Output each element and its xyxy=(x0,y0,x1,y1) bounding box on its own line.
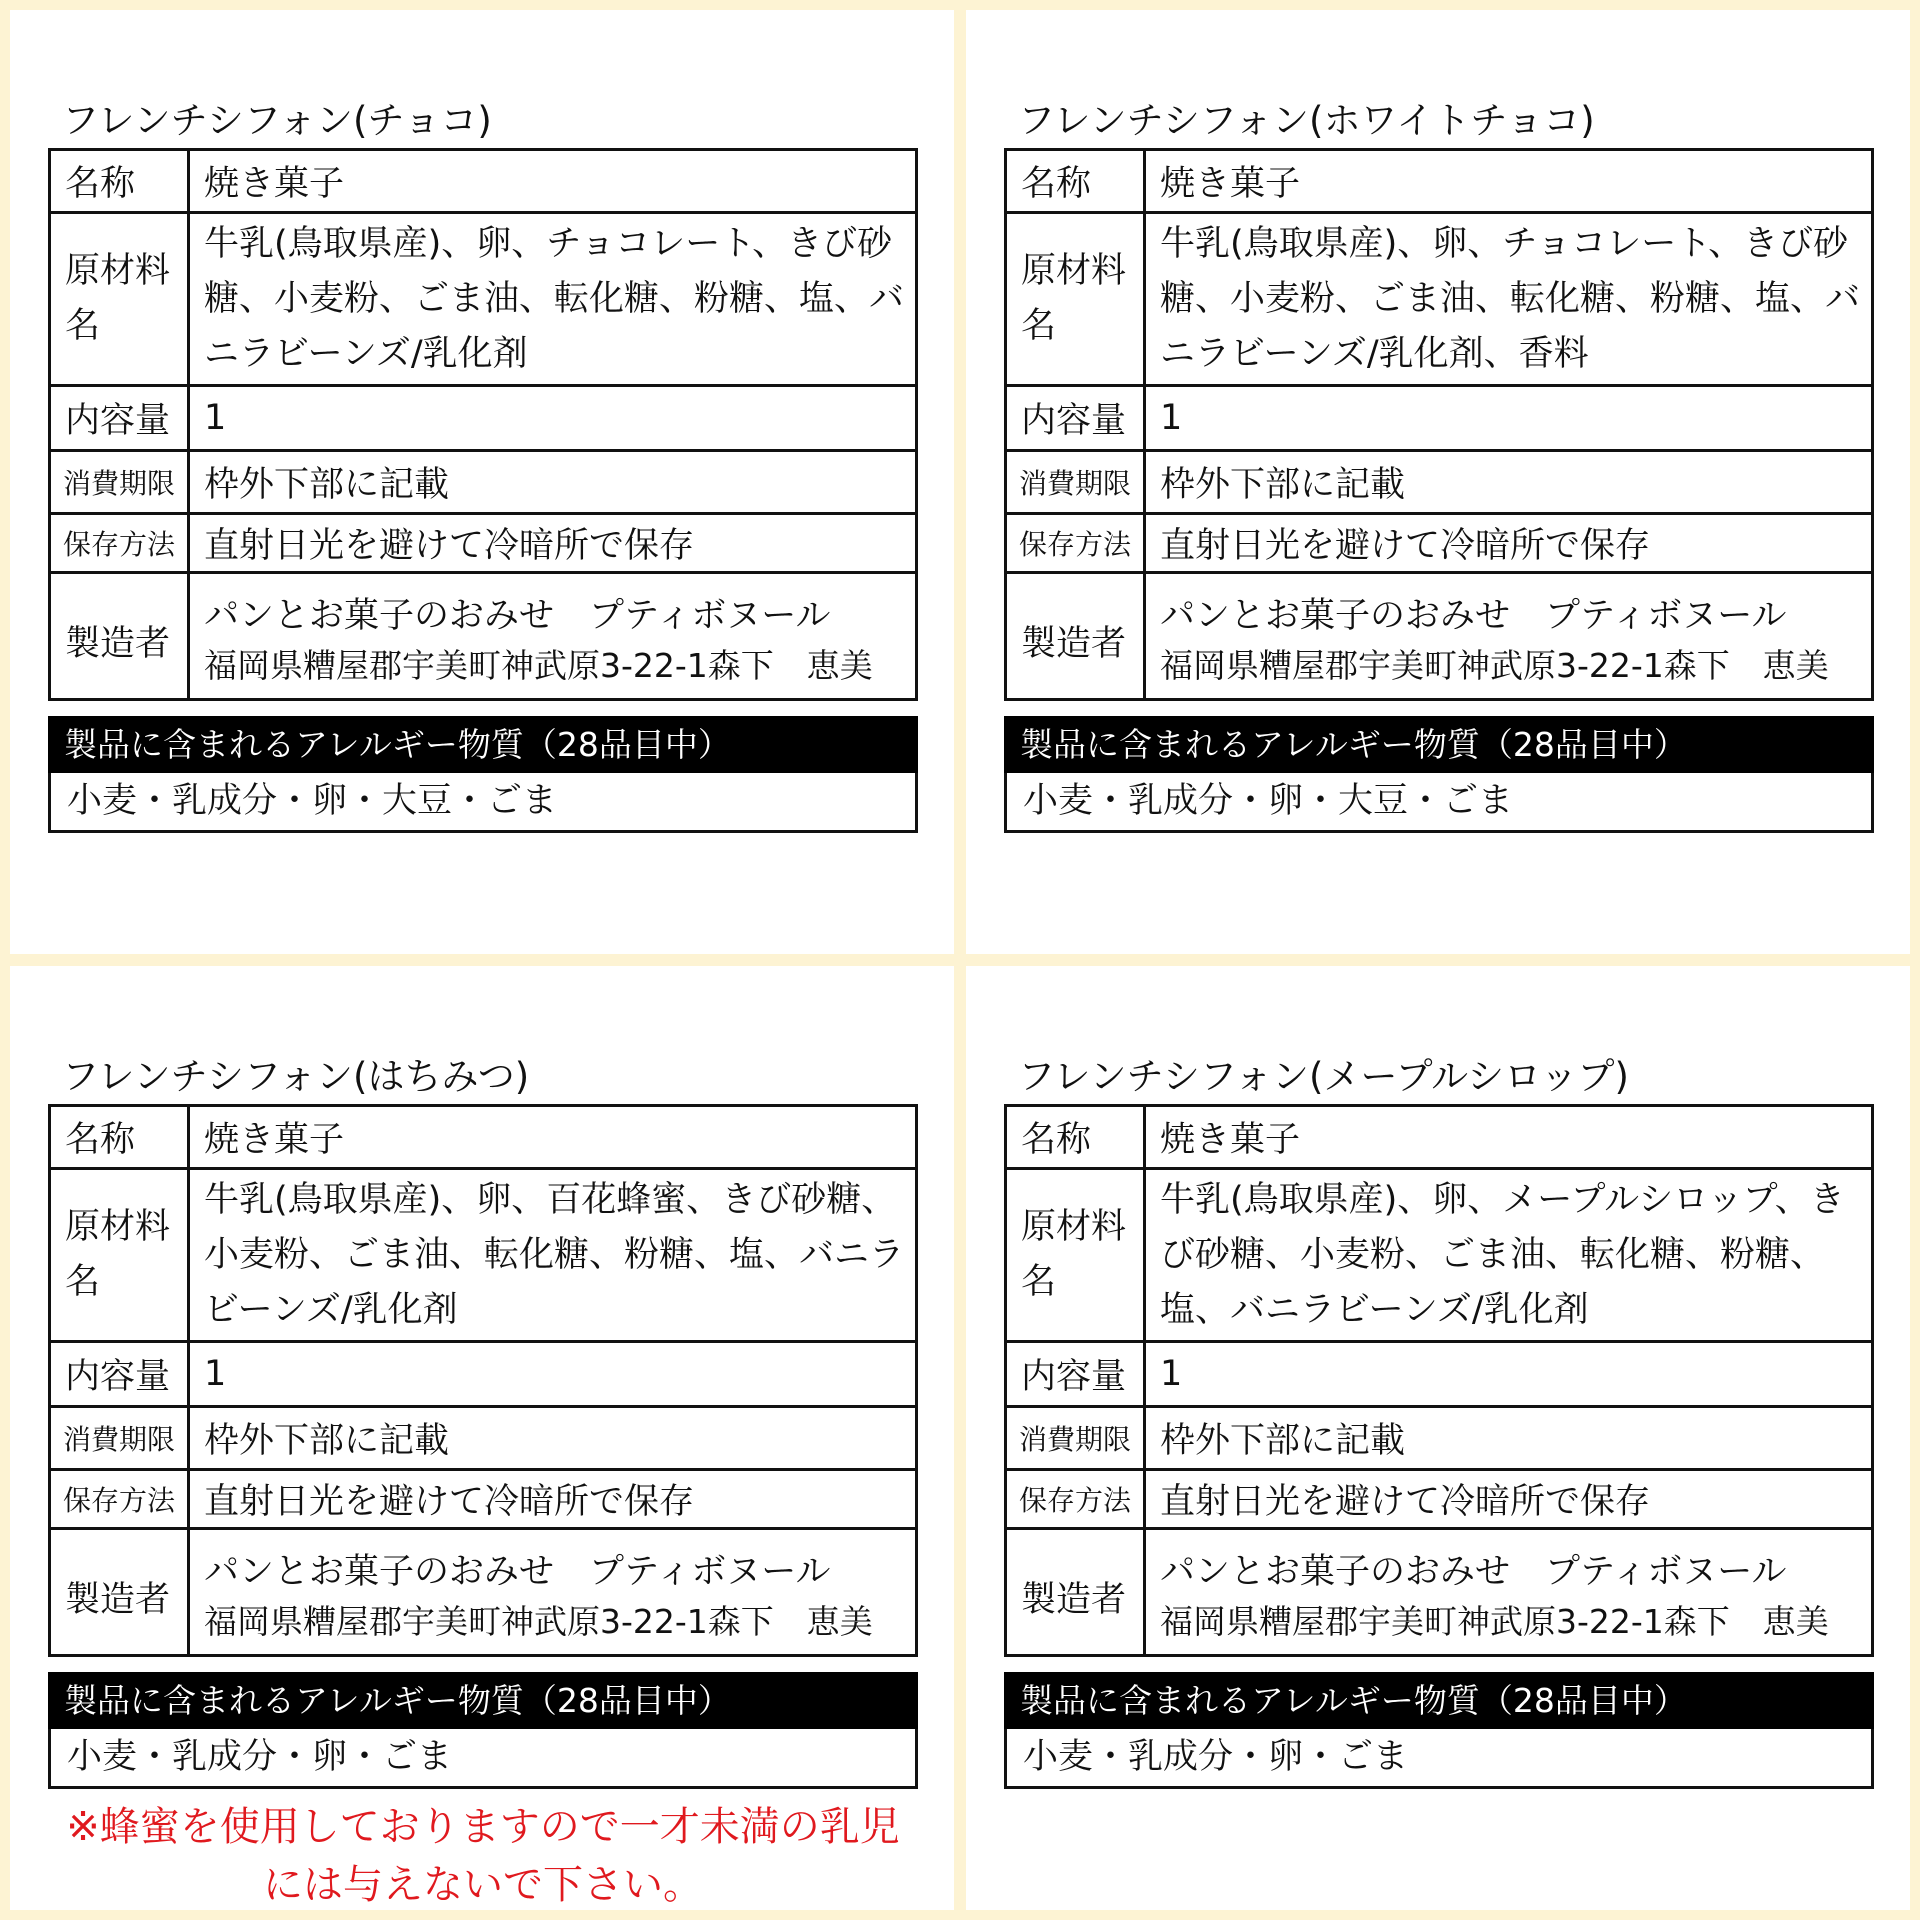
exp-value: 枠外下部に記載 xyxy=(189,1407,917,1470)
honey-warning-note: ※蜂蜜を使用しておりますので一才未満の乳児には与えないで下さい。 xyxy=(66,1804,900,1908)
store-value: 直射日光を避けて冷暗所で保存 xyxy=(1145,1470,1873,1529)
raw-key: 原材料名 xyxy=(1006,1169,1145,1342)
name-value: 焼き菓子 xyxy=(1145,150,1873,213)
maker-value xyxy=(1145,1529,1873,1656)
name-key: 名称 xyxy=(1006,150,1145,213)
label-panel-honey xyxy=(10,966,954,1910)
qty-key: 内容量 xyxy=(1006,1342,1145,1407)
allergy-header: 製品に含まれるアレルギー物質（28品目中） xyxy=(48,1672,918,1729)
exp-value: 枠外下部に記載 xyxy=(189,451,917,514)
name-value: 焼き菓子 xyxy=(189,150,917,213)
maker-address: 福岡県糟屋郡宇美町神武原3-22-1森下 恵美 xyxy=(204,646,873,685)
exp-value: 枠外下部に記載 xyxy=(1145,1407,1873,1470)
store-key: 保存方法 xyxy=(1006,514,1145,573)
qty-value: 1 xyxy=(189,1342,917,1407)
raw-key: 原材料名 xyxy=(1006,213,1145,386)
name-value: 焼き菓子 xyxy=(189,1106,917,1169)
name-value: 焼き菓子 xyxy=(1145,1106,1873,1169)
store-value: 直射日光を避けて冷暗所で保存 xyxy=(189,1470,917,1529)
store-value: 直射日光を避けて冷暗所で保存 xyxy=(1145,514,1873,573)
maker-address: 福岡県糟屋郡宇美町神武原3-22-1森下 恵美 xyxy=(1160,646,1829,685)
raw-value: 牛乳(鳥取県産)、卵、チョコレート、きび砂糖、小麦粉、ごま油、転化糖、粉糖、塩、バニラビーンズ/乳化剤、香料 xyxy=(1145,213,1873,386)
name-key: 名称 xyxy=(50,150,189,213)
label-panel-maple-syrup xyxy=(966,966,1910,1910)
allergy-list: 小麦・乳成分・卵・大豆・ごま xyxy=(1004,773,1874,833)
product-title: フレンチシフォン(チョコ) xyxy=(62,99,492,142)
maker-value xyxy=(1145,573,1873,700)
allergy-list: 小麦・乳成分・卵・ごま xyxy=(1004,1729,1874,1789)
raw-value: 牛乳(鳥取県産)、卵、百花蜂蜜、きび砂糖、小麦粉、ごま油、転化糖、粉糖、塩、バニラビーンズ/乳化剤 xyxy=(189,1169,917,1342)
maker-key: 製造者 xyxy=(50,573,189,700)
allergy-header: 製品に含まれるアレルギー物質（28品目中） xyxy=(48,716,918,773)
maker-address: 福岡県糟屋郡宇美町神武原3-22-1森下 恵美 xyxy=(1160,1602,1829,1641)
maker-key: 製造者 xyxy=(1006,1529,1145,1656)
store-value: 直射日光を避けて冷暗所で保存 xyxy=(189,514,917,573)
maker-value xyxy=(189,1529,917,1656)
maker-name: パンとお菓子のおみせ プティボヌール xyxy=(204,596,831,636)
allergy-header: 製品に含まれるアレルギー物質（28品目中） xyxy=(1004,1672,1874,1729)
maker-value xyxy=(189,573,917,700)
raw-key: 原材料名 xyxy=(50,213,189,386)
label-panel-chocolate xyxy=(10,10,954,954)
maker-key: 製造者 xyxy=(1006,573,1145,700)
product-title: フレンチシフォン(はちみつ) xyxy=(62,1055,530,1098)
exp-key: 消費期限 xyxy=(50,451,189,514)
raw-value: 牛乳(鳥取県産)、卵、チョコレート、きび砂糖、小麦粉、ごま油、転化糖、粉糖、塩、バニラビーンズ/乳化剤 xyxy=(189,213,917,386)
allergy-list: 小麦・乳成分・卵・ごま xyxy=(48,1729,918,1789)
name-key: 名称 xyxy=(1006,1106,1145,1169)
label-table xyxy=(1004,1104,1874,1657)
qty-value: 1 xyxy=(1145,1342,1873,1407)
maker-name: パンとお菓子のおみせ プティボヌール xyxy=(1160,1552,1787,1592)
maker-address: 福岡県糟屋郡宇美町神武原3-22-1森下 恵美 xyxy=(204,1602,873,1641)
store-key: 保存方法 xyxy=(50,1470,189,1529)
store-key: 保存方法 xyxy=(1006,1470,1145,1529)
maker-name: パンとお菓子のおみせ プティボヌール xyxy=(204,1552,831,1592)
product-title: フレンチシフォン(メープルシロップ) xyxy=(1018,1055,1629,1098)
qty-key: 内容量 xyxy=(50,1342,189,1407)
maker-name: パンとお菓子のおみせ プティボヌール xyxy=(1160,596,1787,636)
allergy-list: 小麦・乳成分・卵・大豆・ごま xyxy=(48,773,918,833)
qty-value: 1 xyxy=(189,386,917,451)
exp-key: 消費期限 xyxy=(1006,1407,1145,1470)
qty-key: 内容量 xyxy=(1006,386,1145,451)
exp-key: 消費期限 xyxy=(50,1407,189,1470)
exp-key: 消費期限 xyxy=(1006,451,1145,514)
raw-key: 原材料名 xyxy=(50,1169,189,1342)
label-table xyxy=(48,1104,918,1657)
exp-value: 枠外下部に記載 xyxy=(1145,451,1873,514)
label-table xyxy=(48,148,918,701)
label-panel-white-chocolate xyxy=(966,10,1910,954)
raw-value: 牛乳(鳥取県産)、卵、メープルシロップ、きび砂糖、小麦粉、ごま油、転化糖、粉糖、塩、バニラビーンズ/乳化剤 xyxy=(1145,1169,1873,1342)
product-title: フレンチシフォン(ホワイトチョコ) xyxy=(1018,99,1595,142)
qty-value: 1 xyxy=(1145,386,1873,451)
store-key: 保存方法 xyxy=(50,514,189,573)
name-key: 名称 xyxy=(50,1106,189,1169)
label-table xyxy=(1004,148,1874,701)
qty-key: 内容量 xyxy=(50,386,189,451)
maker-key: 製造者 xyxy=(50,1529,189,1656)
allergy-header: 製品に含まれるアレルギー物質（28品目中） xyxy=(1004,716,1874,773)
